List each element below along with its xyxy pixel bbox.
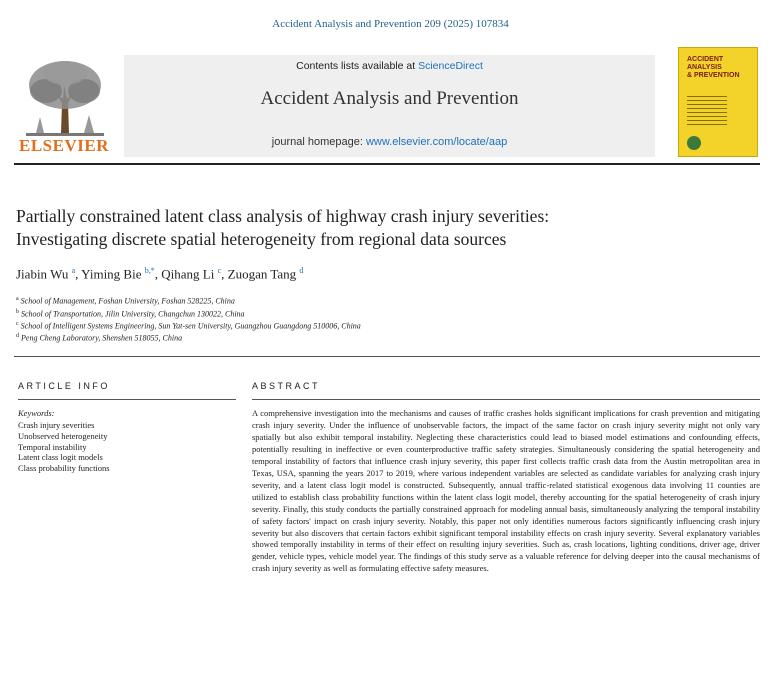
header-divider bbox=[14, 163, 760, 165]
affiliation bbox=[16, 333, 182, 343]
abstract-rule bbox=[252, 399, 760, 400]
abstract-heading: ABSTRACT bbox=[252, 381, 321, 391]
paper-title bbox=[16, 205, 756, 251]
abstract-body: A comprehensive investigation into the mechanisms and causes of traffic crashes holds significant implications for crash prevention and mitigating crash injury severity. Under the influence of unobservable factors, the impact of the same factor on crash injury severity might not only vary spatially but also exhibit temporal instability. Neglecting these characteristics could lead to biased model estimations and confounding effects, potentially resulting in ineffective or even counterproductive traffic safety strategies. Simultaneously considering the spatial heterogeneity and temporal instability of factors that influence crash injury severity, this paper first collects traffic crash data from the Austin metropolitan area in Texas, USA, spanning the years 2017 to 2019, where various independent variables are selected as candidate variables for analyzing crash injury severity, and a latent class logit model is constructed. Subsequently, annual traffic-related statistical exogenous data involving 11 counties are utilized to establish class probability functions within the latent class logit model, thereby accounting for the spatial heterogeneity of crash injury severity. Finally, this study conducts the partially constrained approach for modeling annual basis, simultaneously analyzing the temporal instability of safety factors' impact on crash injury severity. Notably, this paper not only identifies numerous factors significantly influencing crash injury severity but also discovers that certain factors exhibit significant temporal instability effects on crash injury severity. Several explanatory variables showed temporally instability in terms of their effect on resulting injury severities. Such as, crash locations, lighting conditions, driver age, driver gender, vehicle types, vehicle model year. The findings of this study serve as a valuable reference for delving deeper into the causal mechanisms of crash injury severity as well as formulating effective safety measures. bbox=[252, 408, 760, 574]
paper-title-line-1: Partially constrained latent class analysis of highway crash injury severities: bbox=[16, 206, 550, 226]
author-affiliation-mark[interactable]: a bbox=[71, 266, 76, 275]
cover-emblem-icon bbox=[687, 136, 701, 150]
article-info-rule bbox=[18, 399, 236, 400]
paper-title-line-2: Investigating discrete spatial heterogeneity from regional data sources bbox=[16, 229, 507, 249]
citation-link[interactable]: Accident Analysis and Prevention 209 (2025) 107834 bbox=[272, 18, 509, 30]
affiliation-mark: b bbox=[16, 309, 19, 315]
keywords-label: Keywords: bbox=[18, 408, 55, 418]
keyword: Crash injury severities bbox=[18, 420, 95, 430]
cover-contents-lines bbox=[687, 96, 727, 128]
keyword: Class probability functions bbox=[18, 463, 110, 474]
affiliation-text: School of Transportation, Jilin University, Changchun 130022, China bbox=[21, 309, 245, 319]
affiliation bbox=[16, 309, 245, 319]
homepage-link[interactable]: www.elsevier.com/locate/aap bbox=[365, 136, 508, 148]
keyword: Latent class logit models bbox=[18, 452, 103, 463]
cover-title-line: & PREVENTION bbox=[687, 72, 740, 79]
affiliation-text: School of Management, Foshan University, Foshan 528225, China bbox=[20, 296, 235, 306]
affiliation bbox=[16, 321, 361, 331]
contents-line bbox=[124, 60, 655, 72]
keyword: Temporal instability bbox=[18, 441, 87, 452]
homepage-prefix: journal homepage: bbox=[271, 136, 366, 148]
cover-title-line: ANALYSIS bbox=[687, 64, 722, 71]
sciencedirect-link[interactable]: ScienceDirect bbox=[418, 60, 483, 72]
author-name[interactable]: Zuogan Tang bbox=[227, 266, 297, 282]
affiliation-mark: a bbox=[16, 296, 19, 302]
keyword: Unobserved heterogeneity bbox=[18, 430, 108, 441]
journal-citation[interactable] bbox=[0, 18, 781, 30]
author-list: Jiabin Wu $^a$, Yiming Bie $^{b,*}$, Qihang Li $^c$, Zuogan Tang $^d$ bbox=[16, 266, 304, 282]
author-affiliation-mark[interactable]: c bbox=[217, 266, 222, 275]
affiliation-mark: d bbox=[16, 333, 19, 339]
elsevier-wordmark: ELSEVIER bbox=[19, 136, 109, 155]
author-name[interactable]: Yiming Bie bbox=[81, 266, 142, 282]
journal-cover-image[interactable] bbox=[678, 47, 758, 157]
journal-title: Accident Analysis and Prevention bbox=[260, 88, 519, 109]
section-divider bbox=[14, 356, 760, 357]
author-name[interactable]: Qihang Li bbox=[161, 266, 215, 282]
affiliation-mark: c bbox=[16, 321, 19, 327]
author-affiliation-mark[interactable]: d bbox=[299, 266, 304, 275]
keywords-list bbox=[18, 420, 110, 474]
affiliation-text: School of Intelligent Systems Engineering, Sun Yat-sen University, Guangzhou Guangdong 510006, China bbox=[20, 321, 361, 331]
affiliation bbox=[16, 296, 235, 306]
cover-title-line: ACCIDENT bbox=[687, 56, 724, 63]
article-info-heading: ARTICLE INFO bbox=[18, 381, 110, 391]
contents-prefix: Contents lists available at bbox=[296, 60, 419, 72]
author-name[interactable]: Jiabin Wu bbox=[16, 266, 69, 282]
cover-title bbox=[687, 56, 740, 80]
journal-homepage bbox=[124, 136, 655, 148]
author-affiliation-mark[interactable]: b,* bbox=[144, 266, 155, 275]
affiliation-text: Peng Cheng Laboratory, Shenshen 518055, China bbox=[21, 333, 183, 343]
